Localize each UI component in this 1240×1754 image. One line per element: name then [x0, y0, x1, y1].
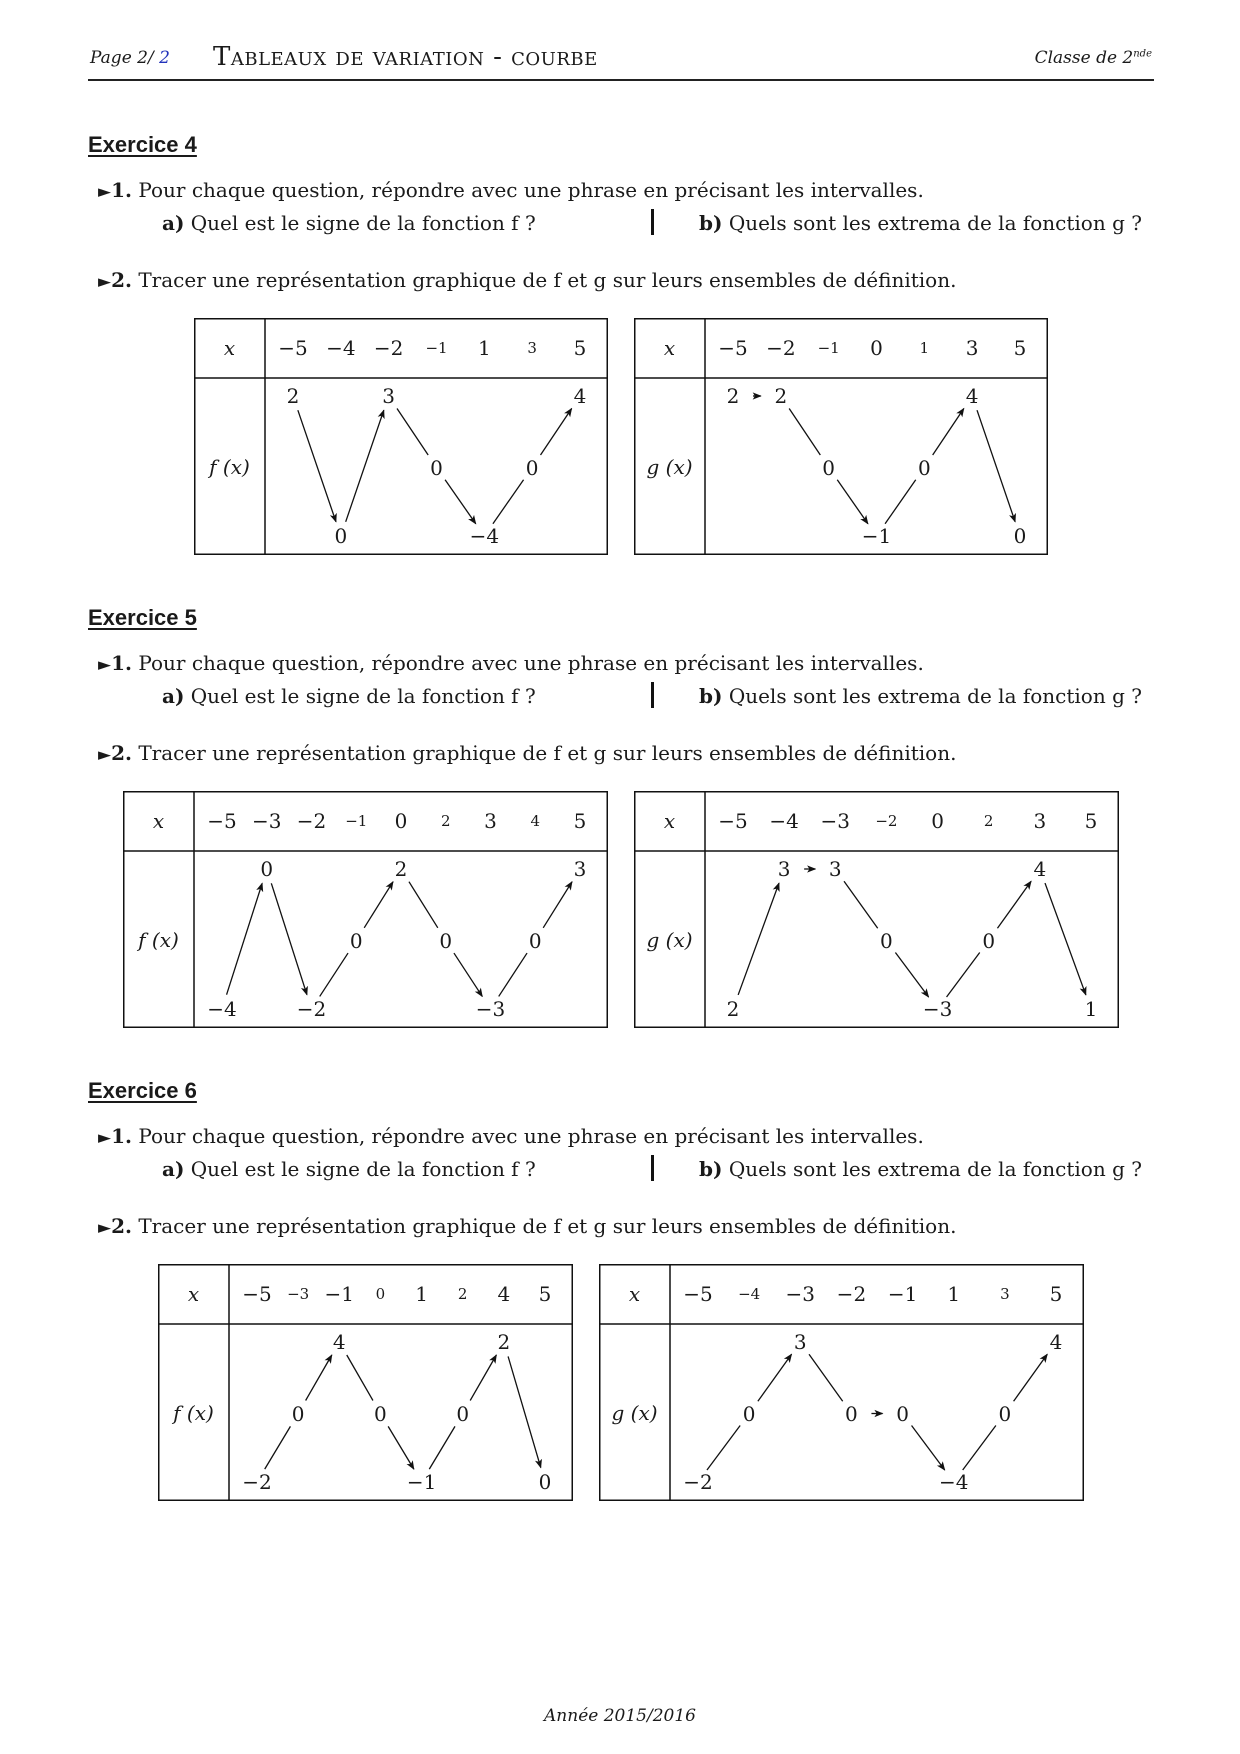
function-value: −3 [922, 997, 953, 1021]
x-value: −2 [296, 809, 327, 833]
function-value: 0 [439, 928, 453, 953]
function-value: 4 [573, 384, 587, 408]
function-value: −4 [938, 1470, 969, 1494]
variation-arrow [895, 953, 928, 997]
x-value: 0 [870, 336, 883, 360]
x-value: −5 [242, 1282, 272, 1306]
variation-arrow [844, 881, 878, 928]
x-value: −1 [425, 339, 448, 357]
question-1a: a) Quel est le signe de la fonction f ? [162, 211, 536, 235]
function-value: 0 [456, 1401, 470, 1426]
variation-table-f [123, 791, 608, 1028]
function-value: 3 [828, 857, 842, 881]
question-1: ►1. Pour chaque question, répondre avec une phrase en précisant les intervalles. [98, 651, 924, 675]
function-label: g (x) [611, 1400, 658, 1425]
function-value: 3 [777, 857, 791, 881]
table-frame [158, 1264, 573, 1501]
x-value: 3 [527, 339, 537, 357]
exercise-title: Exercice 5 [88, 605, 197, 630]
variation-arrow [947, 953, 980, 997]
variation-arrow [508, 1356, 541, 1467]
x-value: −4 [769, 809, 799, 833]
x-value: 3 [484, 809, 497, 833]
function-value: 4 [332, 1330, 346, 1354]
x-value: 4 [530, 812, 541, 830]
x-value: 1 [415, 1282, 428, 1306]
x-value: 2 [440, 812, 451, 830]
x-value: −5 [683, 1282, 713, 1306]
function-value: 0 [430, 455, 443, 480]
variation-table-f [194, 318, 608, 555]
x-value: 1 [947, 1282, 961, 1306]
x-value: −1 [324, 1282, 355, 1306]
x-value: 3 [965, 336, 979, 360]
x-value: −1 [817, 339, 840, 357]
footer-year: Année 2015/2016 [544, 1706, 696, 1726]
column-separator [651, 209, 654, 235]
variation-arrow [429, 1426, 455, 1469]
variation-table-g [634, 791, 1119, 1028]
x-value: 1 [919, 339, 930, 357]
function-value: −1 [861, 524, 892, 548]
function-value: 0 [822, 455, 836, 480]
question-1b: b) Quels sont les extrema de la fonction g ? [699, 1157, 1142, 1181]
function-value: 0 [998, 1401, 1012, 1426]
x-value: 5 [1013, 336, 1027, 360]
variation-arrow [445, 480, 476, 524]
variation-arrow [1014, 1354, 1048, 1401]
function-label: f (x) [209, 454, 250, 479]
variation-arrow [346, 410, 384, 522]
variation-arrow [499, 953, 527, 996]
page-number: Page 2/ 2 [90, 48, 170, 68]
variable-label: x [628, 1282, 641, 1306]
function-value: 0 [334, 524, 348, 548]
exercise-title: Exercice 4 [88, 132, 197, 157]
function-value: −1 [406, 1470, 437, 1494]
variation-arrow [298, 410, 336, 522]
variation-arrow [885, 480, 916, 524]
function-value: 0 [742, 1401, 756, 1426]
function-value: 0 [982, 928, 996, 953]
function-value: −2 [296, 997, 327, 1021]
function-value: 3 [382, 384, 396, 408]
variation-arrow [912, 1426, 945, 1470]
function-value: 0 [538, 1470, 552, 1494]
function-value: 0 [528, 928, 542, 953]
variation-arrow [789, 408, 820, 455]
function-value: 4 [1049, 1330, 1063, 1354]
x-value: 5 [573, 809, 587, 833]
function-value: −4 [469, 524, 500, 548]
function-value: 0 [374, 1401, 387, 1426]
x-value: −2 [766, 336, 796, 360]
question-1a: a) Quel est le signe de la fonction f ? [162, 684, 536, 708]
variation-arrow [977, 410, 1015, 522]
function-value: 2 [774, 384, 788, 408]
variation-arrow [454, 953, 482, 996]
function-value: 1 [1084, 997, 1098, 1021]
question-2: ►2. Tracer une représentation graphique de f et g sur leurs ensembles de définition. [98, 268, 957, 292]
column-separator [651, 682, 654, 708]
variation-arrow [707, 1426, 740, 1470]
function-value: 3 [573, 857, 587, 881]
function-label: g (x) [646, 927, 693, 952]
variation-arrow [541, 408, 572, 455]
function-value: 2 [497, 1330, 511, 1354]
function-value: 0 [291, 1401, 305, 1426]
variation-table-g [599, 1264, 1084, 1501]
x-value: −3 [785, 1282, 816, 1306]
x-value: −5 [718, 336, 748, 360]
table-frame [634, 318, 1048, 555]
function-value: −2 [683, 1470, 713, 1494]
x-value: 5 [573, 336, 587, 360]
class-label: Classe de 2nde [1034, 48, 1152, 68]
x-value: −1 [345, 812, 368, 830]
x-value: −5 [718, 809, 748, 833]
variation-arrow [738, 883, 779, 995]
question-1a: a) Quel est le signe de la fonction f ? [162, 1157, 536, 1181]
function-value: 2 [286, 384, 300, 408]
x-value: 4 [497, 1282, 511, 1306]
question-2: ►2. Tracer une représentation graphique de f et g sur leurs ensembles de définition. [98, 1214, 957, 1238]
x-value: −3 [287, 1285, 310, 1303]
variation-arrow [397, 408, 428, 455]
function-value: 4 [965, 384, 979, 408]
x-value: −5 [207, 809, 237, 833]
question-1b: b) Quels sont les extrema de la fonction g ? [699, 211, 1142, 235]
x-value: 3 [1033, 809, 1047, 833]
function-value: 0 [260, 857, 274, 881]
x-value: −1 [887, 1282, 918, 1306]
variation-arrow [347, 1355, 373, 1400]
function-value: −4 [207, 997, 237, 1021]
function-value: 0 [896, 1401, 909, 1426]
question-1: ►1. Pour chaque question, répondre avec une phrase en précisant les intervalles. [98, 178, 924, 202]
variation-arrow [963, 1426, 996, 1470]
question-1: ►1. Pour chaque question, répondre avec une phrase en précisant les intervalles. [98, 1124, 924, 1148]
variable-label: x [663, 809, 676, 833]
function-value: 2 [726, 384, 740, 408]
variation-arrow [409, 882, 438, 928]
variation-arrow [809, 1354, 843, 1401]
function-value: 2 [394, 857, 408, 881]
variation-arrow [997, 881, 1031, 928]
function-value: 2 [726, 997, 740, 1021]
x-value: 3 [1000, 1285, 1010, 1303]
variable-label: x [223, 336, 236, 360]
variable-label: x [152, 809, 165, 833]
function-value: 0 [917, 455, 931, 480]
variable-label: x [663, 336, 676, 360]
exercise-title: Exercice 6 [88, 1078, 197, 1103]
function-value: 0 [525, 455, 539, 480]
function-value: −2 [242, 1470, 272, 1494]
function-value: 3 [793, 1330, 807, 1354]
variation-arrow [265, 1426, 291, 1469]
function-value: 0 [1013, 524, 1027, 548]
header-divider [88, 79, 1154, 81]
x-value: −4 [326, 336, 356, 360]
question-1b: b) Quels sont les extrema de la fonction g ? [699, 684, 1142, 708]
function-label: g (x) [646, 454, 693, 479]
function-value: 0 [349, 928, 363, 953]
variation-table-f [158, 1264, 573, 1501]
function-value: 0 [845, 1401, 858, 1426]
variation-arrow [758, 1354, 792, 1401]
column-separator [651, 1155, 654, 1181]
question-2: ►2. Tracer une représentation graphique de f et g sur leurs ensembles de définition. [98, 741, 957, 765]
page-total-link[interactable]: 2 [159, 48, 170, 68]
x-value: 0 [375, 1285, 386, 1303]
variation-table-g [634, 318, 1048, 555]
x-value: −3 [820, 809, 851, 833]
function-value: 4 [1033, 857, 1047, 881]
variation-arrow [1045, 883, 1086, 995]
x-value: 1 [477, 336, 491, 360]
x-value: −2 [875, 812, 898, 830]
x-value: 0 [931, 809, 944, 833]
variation-arrow [306, 1355, 332, 1400]
x-value: 2 [457, 1285, 468, 1303]
x-value: 5 [538, 1282, 552, 1306]
function-value: −3 [475, 997, 506, 1021]
document-title: Tableaux de variation - courbe [213, 42, 598, 72]
x-value: −2 [373, 336, 404, 360]
x-value: 2 [983, 812, 994, 830]
variation-arrow [227, 883, 263, 994]
variation-arrow [837, 480, 868, 524]
variation-arrow [470, 1355, 496, 1400]
variation-arrow [271, 883, 307, 994]
variable-label: x [187, 1282, 200, 1306]
variation-arrow [543, 882, 572, 928]
variation-arrow [320, 953, 348, 996]
x-value: 5 [1049, 1282, 1063, 1306]
x-value: 5 [1084, 809, 1098, 833]
function-label: f (x) [173, 1400, 214, 1425]
x-value: −3 [252, 809, 282, 833]
function-label: f (x) [138, 927, 179, 952]
x-value: −5 [278, 336, 308, 360]
variation-arrow [388, 1426, 414, 1469]
variation-arrow [493, 480, 524, 524]
variation-arrow [933, 408, 964, 455]
x-value: −4 [738, 1285, 761, 1303]
variation-arrow [364, 882, 393, 928]
function-value: 0 [880, 928, 893, 953]
x-value: −2 [836, 1282, 867, 1306]
x-value: 0 [394, 809, 408, 833]
